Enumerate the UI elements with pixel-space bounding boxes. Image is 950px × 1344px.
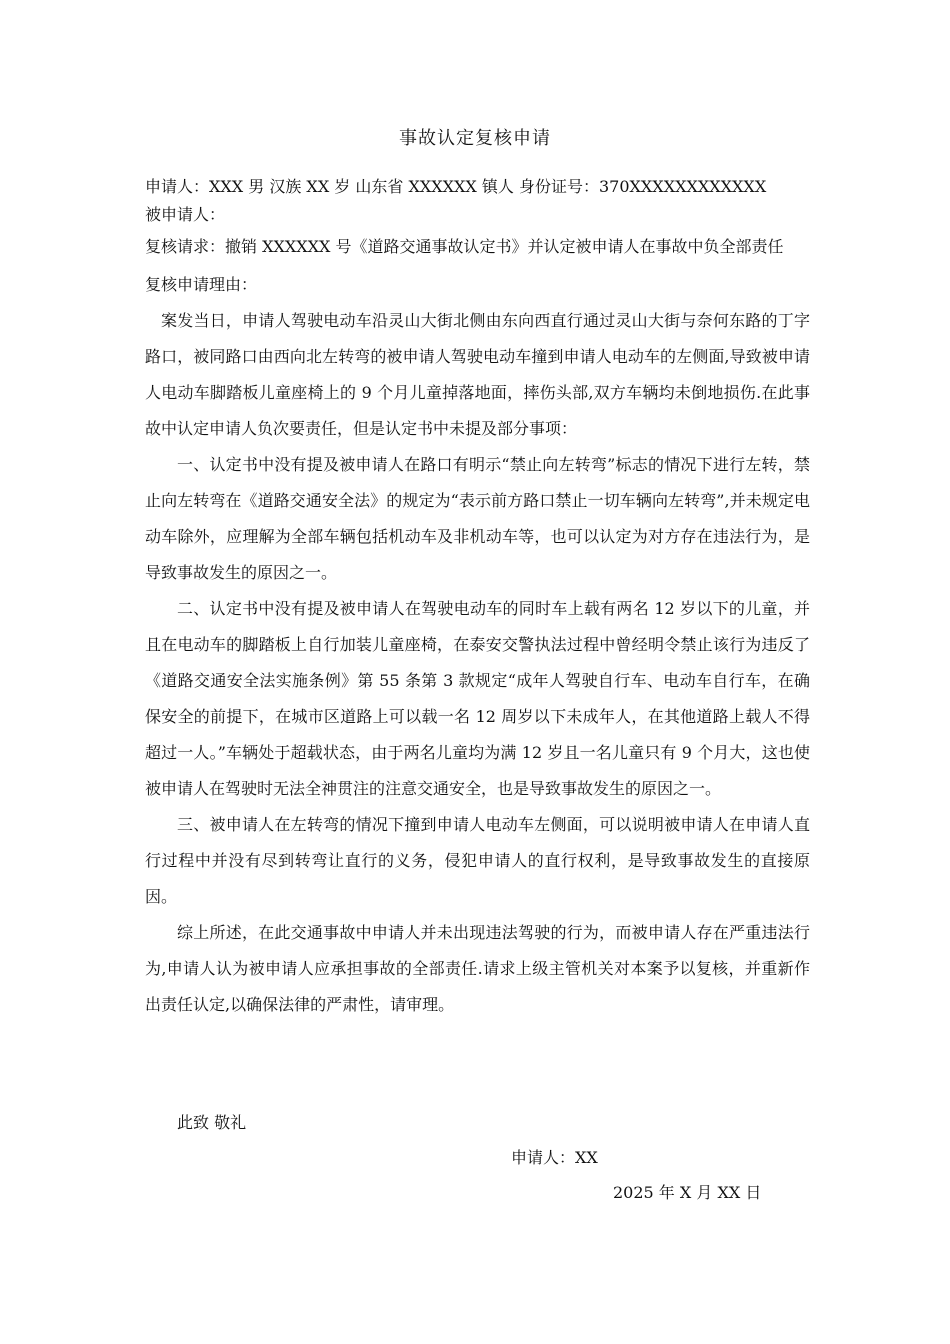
applicant-line: 申请人：XXX 男 汉族 XX 岁 山东省 XXXXXX 镇人 身份证号：370XXXXXXXXXXXX xyxy=(145,177,767,196)
closing-salutation: 此致 敬礼 xyxy=(177,1113,247,1132)
reason-heading: 复核申请理由： xyxy=(145,275,258,294)
paragraph-point-1: 一、认定书中没有提及被申请人在路口有明示“禁止向左转弯”标志的情况下进行左转，禁止向左转弯在《道路交通安全法》的规定为“表示前方路口禁止一切车辆向左转弯”,并未规定电动车除外，应理解为全部车辆包括机动车及非机动车等，也可以认定为对方存在违法行为，是导致事故发生的原因之一。 xyxy=(145,455,810,582)
date-line: 2025 年 X 月 XX 日 xyxy=(613,1183,762,1202)
respondent-line: 被申请人： xyxy=(145,205,226,224)
paragraph-facts: 案发当日，申请人驾驶电动车沿灵山大街北侧由东向西直行通过灵山大街与奈何东路的丁字路口，被同路口由西向北左转弯的被申请人驾驶电动车撞到申请人电动车的左侧面,导致被申请人电动车脚踏板儿童座椅上的 9 个月儿童掉落地面，摔伤头部,双方车辆均未倒地损伤.在此事故中认定申请人负次要责任，但是认定书中未提及部分事项： xyxy=(145,311,810,438)
review-request: 复核请求：撤销 XXXXXX 号《道路交通事故认定书》并认定被申请人在事故中负全部责任 xyxy=(145,237,784,256)
paragraph-conclusion: 综上所述，在此交通事故中申请人并未出现违法驾驶的行为，而被申请人存在严重违法行为,申请人认为被申请人应承担事故的全部责任.请求上级主管机关对本案予以复核，并重新作出责任认定,以确保法律的严肃性，请审理。 xyxy=(145,923,810,1014)
signature-line: 申请人：XX xyxy=(511,1148,598,1167)
paragraph-point-3: 三、被申请人在左转弯的情况下撞到申请人电动车左侧面，可以说明被申请人在申请人直行过程中并没有尽到转弯让直行的义务，侵犯申请人的直行权利，是导致事故发生的直接原因。 xyxy=(145,815,810,906)
document-body xyxy=(145,173,810,1023)
paragraph-point-2: 二、认定书中没有提及被申请人在驾驶电动车的同时车上载有两名 12 岁以下的儿童，并且在电动车的脚踏板上自行加装儿童座椅，在泰安交警执法过程中曾经明令禁止该行为违反了《道路交通安全法实施条例》第 55 条第 3 款规定“成年人驾驶自行车、电动车自行车，在确保安全的前提下，在城市区道路上可以载一名 12 周岁以下未成年人，在其他道路上载人不得超过一人。”车辆处于超载状态，由于两名儿童均为满 12 岁且一名儿童只有 9 个月大，这也使被申请人在驾驶时无法全神贯注的注意交通安全，也是导致事故发生的原因之一。 xyxy=(145,599,810,798)
document-title: 事故认定复核申请 xyxy=(399,128,551,149)
